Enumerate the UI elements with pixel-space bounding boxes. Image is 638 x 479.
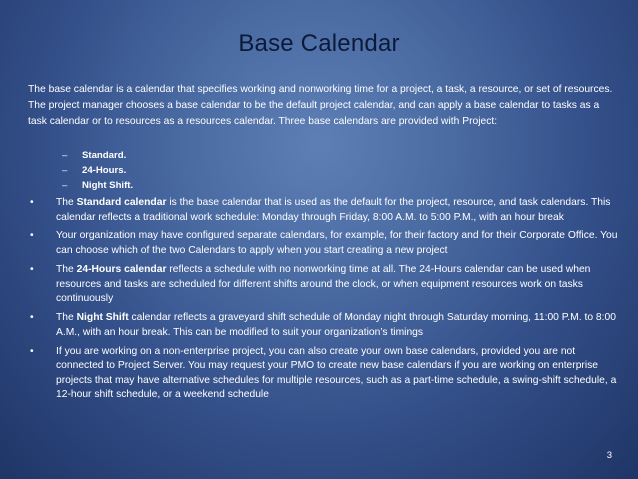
bullet-marker: •	[30, 263, 34, 275]
list-item	[62, 163, 133, 178]
calendar-type-24-hours: 24-Hours.	[82, 165, 127, 176]
bullet-night-shift-calendar	[28, 311, 618, 340]
bullet-text-post: reflects a schedule with no nonworking time at all. The 24-Hours calendar can be used when resources and tasks are scheduled for different shifts around the clock, or when equipment resources work on tasks continuously	[56, 263, 591, 305]
list-item	[62, 178, 133, 193]
calendar-type-standard: Standard.	[82, 150, 127, 161]
bullet-text-pre: The	[56, 312, 77, 324]
bullet-list	[28, 196, 618, 407]
calendar-type-night-shift: Night Shift.	[82, 180, 134, 191]
bullet-text-post: If you are working on a non-enterprise project, you can also create your own base calendars, provided you are not connected to Project Server. You may request your PMO to create new base calendars if you are working on enterprise projects that may have alternative schedules for multiple resources, such as a part-time schedule, a swing-shift schedule, a 12-hour shift schedule, or a weekend schedule	[56, 345, 617, 401]
bullet-marker: •	[30, 345, 34, 357]
bullet-marker: •	[30, 230, 34, 242]
bullet-text-pre: The	[56, 197, 77, 208]
dash-marker: –	[62, 150, 68, 161]
bullet-text-post: Your organization may have configured separate calendars, for example, for their factory and for their Corporate Office. You can choose which of the two Calendars to apply when you start creating a new project	[56, 230, 618, 257]
dash-marker: –	[62, 165, 68, 176]
bullet-text-post: calendar reflects a graveyard shift schedule of Monday night through Saturday morning, 11:00 P.M. to 8:00 A.M., with an hour break. This can be modified to suit your organization’s timings	[56, 312, 616, 338]
bullet-standard-calendar	[28, 196, 618, 225]
slide-title: Base Calendar	[238, 30, 400, 57]
bullet-text-pre: The	[56, 263, 77, 275]
bullet-24-hours-calendar	[28, 263, 618, 307]
dash-marker: –	[62, 180, 68, 191]
bullet-marker: •	[30, 197, 34, 208]
bullet-text-bold: Standard calendar	[76, 197, 167, 208]
bullet-text-bold: 24-Hours calendar	[76, 263, 167, 275]
intro-paragraph: The base calendar is a calendar that specifies working and nonworking time for a project, a task, a resource, or set of resources. The project manager chooses a base calendar to be the default project calendar, and can apply a base calendar to tasks as a task calendar or to resources as a resources calendar. Three base calendars are provided with Project:	[28, 84, 613, 127]
bullet-text-post: is the base calendar that is used as the default for the project, resource, and task calendars. This calendar reflects a traditional work schedule: Monday through Friday, 8:00 A.M. to 5:00 P.M., with an hour break	[56, 197, 611, 223]
calendar-type-list	[62, 148, 133, 193]
bullet-marker: •	[30, 312, 34, 324]
bullet-separate-calendars	[28, 229, 618, 258]
page-number: 3	[606, 450, 612, 461]
bullet-text-bold: Night Shift	[76, 312, 129, 324]
bullet-custom-calendars	[28, 345, 618, 403]
list-item	[62, 148, 133, 163]
